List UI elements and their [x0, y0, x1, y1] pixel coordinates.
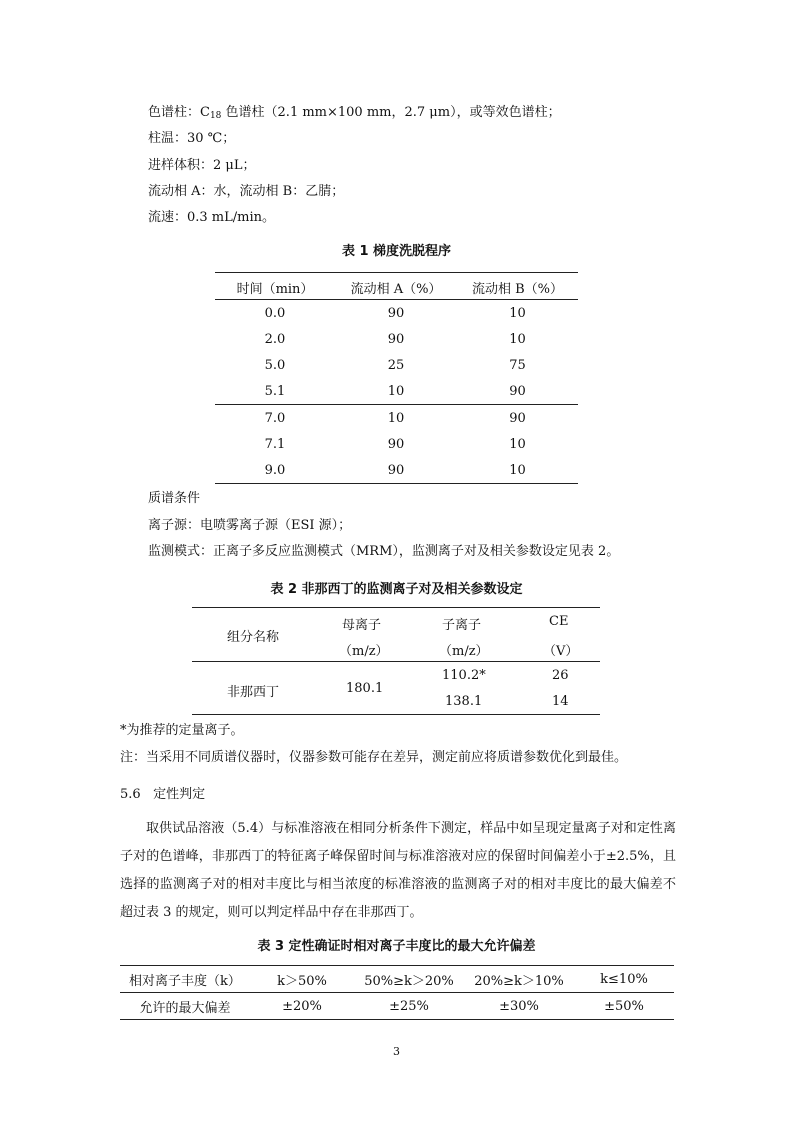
table-row [215, 300, 578, 326]
section-paragraph: 取供试品溶液（5.4）与标准溶液在相同分析条件下测定，样品中如呈现定量离子对和定性离子对的色谱峰，非那西丁的特征离子峰保留时间与标准溶液对应的保留时间偏差小于±2.5%，且选择的监测离子对的相对丰度比与相当浓度的标准溶液的监测离子对的相对丰度比的最大偏差不超过表 3 的规定，则可以判定样品中存在非那西丁。 [120, 821, 676, 920]
table-cell: ±20% [282, 998, 322, 1014]
table-cell: 7.1 [264, 436, 286, 452]
table-cell: 10 [509, 462, 526, 478]
table2-header-ce-unit: （V） [543, 644, 579, 659]
table2-product-2: 138.1 [445, 694, 483, 709]
table1-header-b: 流动相 B（%） [471, 281, 564, 297]
section-heading [120, 783, 205, 802]
gradient-table-body-2 [215, 405, 578, 483]
table1-top-rule [215, 272, 578, 273]
table-row [215, 457, 578, 483]
deviation-table-body [120, 993, 674, 1019]
deviation-table-header [120, 967, 674, 992]
table-cell: 允许的最大偏差 [139, 1000, 231, 1016]
table-cell: ±50% [604, 998, 644, 1014]
flow-rate-line: 流速：0.3 mL/min。 [148, 210, 276, 225]
table-cell: 0.0 [264, 305, 286, 321]
section-title: 定性判定 [153, 787, 206, 802]
table-cell: 10 [387, 383, 405, 399]
table-cell: 90 [387, 462, 405, 478]
monitor-mode-line: 监测模式：正离子多反应监测模式（MRM），监测离子对及相关参数设定见表 2。 [148, 544, 620, 559]
table2-header-product-unit: （m/z） [439, 644, 489, 659]
table-cell: 50%≥k＞20% [364, 974, 454, 989]
table3-caption: 表 3 定性确证时相对离子丰度比的最大允许偏差 [257, 939, 536, 954]
table2-parent: 180.1 [346, 681, 384, 696]
table-row [120, 993, 674, 1019]
table-cell: ±25% [389, 998, 429, 1014]
injection-line: 进样体积：2 μL； [148, 158, 256, 173]
table-row [215, 326, 578, 352]
table-cell: ±30% [499, 998, 539, 1014]
table-row [215, 405, 578, 431]
table-cell: 10 [509, 331, 526, 347]
table-cell: 10 [509, 436, 526, 452]
table-row [215, 431, 578, 457]
table2-header-parent-unit: （m/z） [339, 644, 389, 659]
table2-header-ce: CE [549, 614, 569, 629]
table1-bottom-rule [215, 483, 578, 484]
table2-caption: 表 2 非那西丁的监测离子对及相关参数设定 [270, 582, 523, 597]
table1-header-time: 时间（min） [236, 281, 314, 297]
table-cell: 10 [387, 410, 405, 426]
table-cell: 90 [387, 436, 405, 452]
table-cell: 90 [509, 410, 526, 426]
table-cell: k＞50% [277, 974, 327, 989]
table3-bottom-rule [120, 1019, 674, 1020]
table2-product-1: 110.2* [442, 668, 486, 683]
table-cell: 90 [387, 331, 405, 347]
table-cell: 25 [387, 357, 405, 373]
note: 注：当采用不同质谱仪器时，仪器参数可能存在差异，测定前应将质谱参数优化到最佳。 [120, 750, 628, 765]
table-cell: 10 [509, 305, 526, 321]
table1-header-row [215, 274, 578, 300]
table-cell: 20%≥k＞10% [474, 974, 564, 989]
table2-header-product: 子离子 [442, 618, 482, 633]
ms-heading: 质谱条件 [148, 491, 201, 506]
table2-bottom-rule [192, 714, 600, 715]
table-cell: 2.0 [264, 331, 286, 347]
table2-top-rule [192, 607, 600, 608]
gradient-table [215, 274, 578, 300]
table1-caption: 表 1 梯度洗脱程序 [341, 244, 452, 259]
column-line: 色谱柱：$C_{18}$ 色谱柱（2.1 mm×100 mm，2.7 μm），或等效色谱柱； [148, 105, 561, 121]
mobile-phase-line: 流动相 A：水，流动相 B：乙腈； [148, 184, 345, 199]
table2-header-rule [192, 661, 600, 662]
table-cell: 5.1 [264, 383, 286, 399]
table-cell: 9.0 [264, 462, 286, 478]
table2-header-parent: 母离子 [342, 618, 382, 633]
table-row [215, 378, 578, 404]
table2-component: 非那西丁 [227, 685, 280, 700]
table1-header-a: 流动相 A（%） [350, 281, 442, 297]
table2-ce-1: 26 [552, 668, 569, 683]
table3-top-rule [120, 965, 674, 966]
table-cell: 5.0 [264, 357, 286, 373]
gradient-table-body [215, 300, 578, 404]
section-number: 5.6 [120, 787, 141, 802]
table3-header-row [120, 967, 674, 992]
table-cell: 90 [509, 383, 526, 399]
table-row [215, 352, 578, 378]
table-cell: 7.0 [264, 410, 286, 426]
ion-source-line: 离子源：电喷雾离子源（ESI 源）； [148, 518, 352, 533]
table2-header-component: 组分名称 [227, 630, 280, 645]
table-cell: 75 [509, 357, 526, 373]
table-cell: k≤10% [600, 972, 648, 987]
table-cell: 相对离子丰度（k） [129, 974, 241, 989]
table-cell: 90 [387, 305, 405, 321]
footnote: *为推荐的定量离子。 [120, 723, 244, 738]
temperature-line: 柱温：30 ℃； [148, 131, 236, 146]
page-number: 3 [393, 1045, 400, 1058]
table2-ce-2: 14 [552, 694, 569, 709]
